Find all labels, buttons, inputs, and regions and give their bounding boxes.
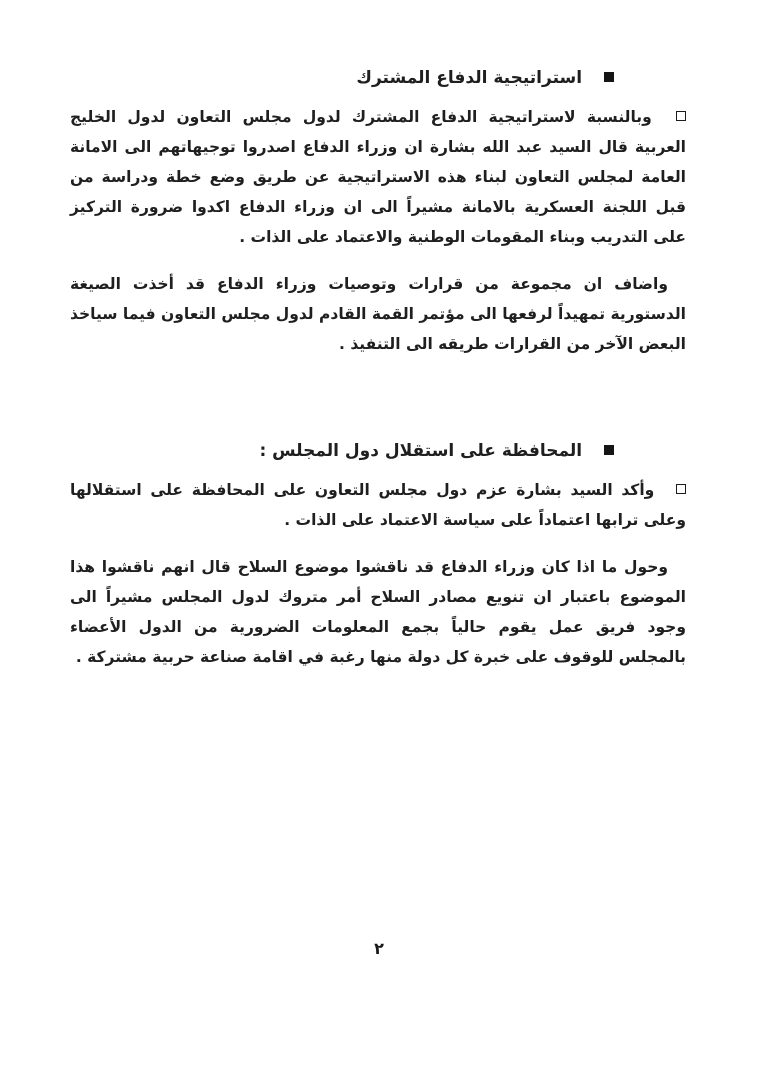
- paragraph: [70, 269, 686, 359]
- paragraph-text: وأكد السيد بشارة عزم دول مجلس التعاون على المحافظة على استقلالها وعلى ترابها اعتماداً على سياسة الاعتماد على الذات .: [70, 481, 686, 529]
- section-heading: [70, 68, 686, 88]
- open-square-bullet-icon: [676, 111, 686, 121]
- page-number: ٢: [374, 939, 384, 958]
- filled-square-bullet-icon: [604, 72, 614, 82]
- section-joint-defense-strategy: [70, 68, 686, 359]
- paragraph: [70, 102, 686, 252]
- section-heading: [70, 441, 686, 461]
- section-heading-text: استراتيجية الدفاع المشترك: [356, 68, 583, 88]
- paragraph: [70, 475, 686, 535]
- filled-square-bullet-icon: [604, 445, 614, 455]
- open-square-bullet-icon: [676, 484, 686, 494]
- section-council-independence: [70, 441, 686, 672]
- page-content: [70, 68, 686, 689]
- section-heading-text: المحافظة على استقلال دول المجلس :: [259, 441, 583, 461]
- paragraph-text: وبالنسبة لاستراتيجية الدفاع المشترك لدول مجلس التعاون لدول الخليج العربية قال السيد عبد الله بشارة ان وزراء الدفاع اصدروا توجيهاتهم الى الامانة العامة لمجلس التعاون لبناء هذه الاستراتيجية عن طريق وضع خطة ودراسة من قبل اللجنة العسكرية بالامانة مشيراً الى ان وزراء الدفاع اكدوا ضرورة التركيز على التدريب وبناء المقومات الوطنية والاعتماد على الذات .: [70, 108, 686, 246]
- paragraph: [70, 552, 686, 672]
- paragraph-text: وحول ما اذا كان وزراء الدفاع قد ناقشوا موضوع السلاح قال انهم ناقشوا هذا الموضوع باعتبار ان تنويع مصادر السلاح أمر متروك لدول المجلس مشيراً الى وجود فريق عمل يقوم حالياً بجمع المعلومات الضرورية من الدول الأعضاء بالمجلس للوقوف على خبرة كل دولة منها رغبة في اقامة صناعة حربية مشتركة .: [70, 558, 686, 666]
- paragraph-text: واضاف ان مجموعة من قرارات وتوصيات وزراء الدفاع قد أخذت الصيغة الدستورية تمهيداً لرفعها الى مؤتمر القمة القادم لدول مجلس التعاون فيما سياخذ البعض الآخر من القرارات طريقه الى التنفيذ .: [70, 275, 686, 353]
